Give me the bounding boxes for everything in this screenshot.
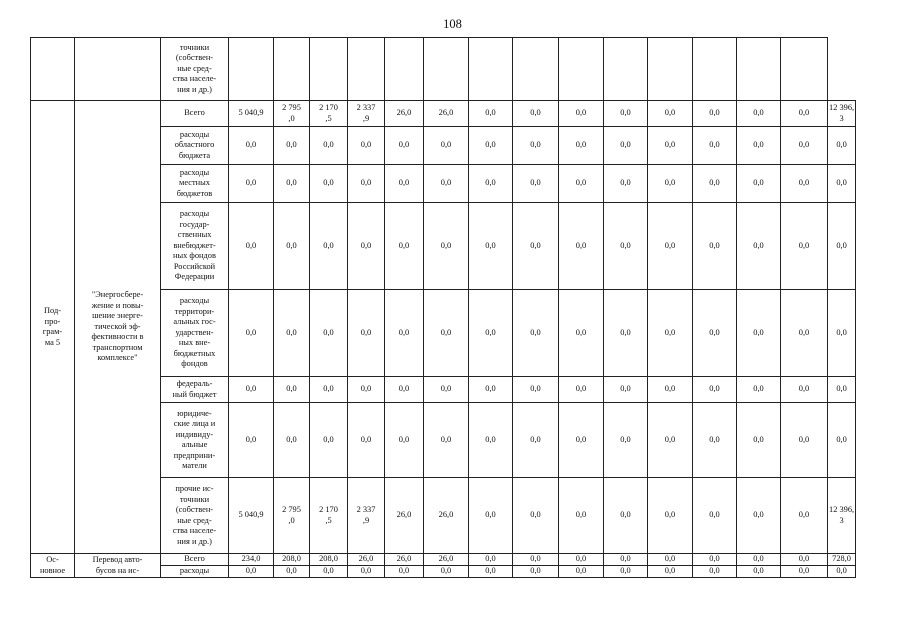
value-cell: 0,0 bbox=[348, 403, 385, 478]
value-cell: 0,0 bbox=[559, 478, 604, 554]
value-cell: 0,0 bbox=[648, 377, 693, 403]
value-cell: 0,0 bbox=[513, 127, 559, 165]
value-cell: 0,0 bbox=[513, 290, 559, 377]
value-cell: 0,0 bbox=[348, 203, 385, 290]
value-cell: 0,0 bbox=[274, 566, 310, 578]
value-cell: 0,0 bbox=[424, 403, 469, 478]
value-cell: 0,0 bbox=[693, 127, 737, 165]
value-cell: 0,0 bbox=[737, 403, 781, 478]
value-cell: 0,0 bbox=[737, 203, 781, 290]
table-row bbox=[31, 38, 856, 101]
funding-source-cell: юридиче- ские лица и индивиду- альные предприни- матели bbox=[161, 403, 229, 478]
value-cell: 0,0 bbox=[604, 203, 648, 290]
value-cell: 0,0 bbox=[469, 478, 513, 554]
value-cell: 0,0 bbox=[737, 127, 781, 165]
value-cell: 26,0 bbox=[424, 478, 469, 554]
value-cell: 0,0 bbox=[469, 554, 513, 566]
value-cell: 0,0 bbox=[274, 377, 310, 403]
value-cell: 0,0 bbox=[559, 165, 604, 203]
value-cell: 0,0 bbox=[513, 377, 559, 403]
value-cell: 0,0 bbox=[737, 478, 781, 554]
value-cell: 2 337 ,9 bbox=[348, 478, 385, 554]
value-cell: 2 170 ,5 bbox=[310, 101, 348, 127]
value-cell: 0,0 bbox=[274, 127, 310, 165]
value-cell: 0,0 bbox=[604, 554, 648, 566]
value-cell: 0,0 bbox=[604, 101, 648, 127]
value-cell: 0,0 bbox=[310, 290, 348, 377]
empty-cell bbox=[693, 38, 737, 101]
value-cell: 0,0 bbox=[513, 203, 559, 290]
value-cell: 0,0 bbox=[229, 377, 274, 403]
value-cell: 26,0 bbox=[348, 554, 385, 566]
value-cell: 2 337 ,9 bbox=[348, 101, 385, 127]
value-cell: 2 170 ,5 bbox=[310, 478, 348, 554]
value-cell: 0,0 bbox=[229, 127, 274, 165]
funding-source-cell: расходы местных бюджетов bbox=[161, 165, 229, 203]
value-cell: 0,0 bbox=[693, 165, 737, 203]
value-cell: 208,0 bbox=[274, 554, 310, 566]
value-cell: 0,0 bbox=[513, 101, 559, 127]
value-cell: 0,0 bbox=[737, 101, 781, 127]
value-cell: 0,0 bbox=[648, 478, 693, 554]
empty-cell bbox=[424, 38, 469, 101]
value-cell: 0,0 bbox=[310, 566, 348, 578]
value-cell: 0,0 bbox=[310, 165, 348, 203]
value-cell: 0,0 bbox=[559, 566, 604, 578]
value-cell: 0,0 bbox=[737, 566, 781, 578]
empty-cell bbox=[604, 38, 648, 101]
value-cell: 0,0 bbox=[229, 566, 274, 578]
value-cell: 0,0 bbox=[229, 403, 274, 478]
value-cell: 0,0 bbox=[559, 554, 604, 566]
value-cell: 0,0 bbox=[781, 127, 828, 165]
value-cell: 0,0 bbox=[604, 290, 648, 377]
value-cell: 0,0 bbox=[781, 290, 828, 377]
value-cell: 0,0 bbox=[828, 127, 856, 165]
value-cell: 0,0 bbox=[693, 101, 737, 127]
value-cell: 0,0 bbox=[648, 403, 693, 478]
value-cell: 0,0 bbox=[310, 203, 348, 290]
value-cell: 0,0 bbox=[559, 203, 604, 290]
funding-source-cell: прочие ис- точники (собствен- ные сред- ства населе- ния и др.) bbox=[161, 478, 229, 554]
empty-cell bbox=[75, 38, 161, 101]
value-cell: 0,0 bbox=[385, 165, 424, 203]
value-cell: 0,0 bbox=[559, 127, 604, 165]
value-cell: 0,0 bbox=[469, 566, 513, 578]
value-cell: 0,0 bbox=[559, 377, 604, 403]
value-cell: 0,0 bbox=[424, 165, 469, 203]
value-cell: 0,0 bbox=[310, 127, 348, 165]
value-cell: 0,0 bbox=[648, 566, 693, 578]
value-cell: 208,0 bbox=[310, 554, 348, 566]
value-cell: 26,0 bbox=[385, 101, 424, 127]
value-cell: 2 795 ,0 bbox=[274, 478, 310, 554]
value-cell: 0,0 bbox=[693, 403, 737, 478]
empty-cell bbox=[310, 38, 348, 101]
empty-cell bbox=[513, 38, 559, 101]
value-cell: 0,0 bbox=[385, 566, 424, 578]
value-cell: 0,0 bbox=[648, 290, 693, 377]
value-cell: 0,0 bbox=[737, 377, 781, 403]
value-cell: 0,0 bbox=[559, 403, 604, 478]
empty-cell bbox=[781, 38, 828, 101]
value-cell: 0,0 bbox=[604, 403, 648, 478]
value-cell: 0,0 bbox=[424, 377, 469, 403]
value-cell: 0,0 bbox=[229, 203, 274, 290]
value-cell: 0,0 bbox=[781, 554, 828, 566]
funding-source-cell: расходы областного бюджета bbox=[161, 127, 229, 165]
budget-table bbox=[30, 37, 856, 578]
value-cell: 0,0 bbox=[559, 101, 604, 127]
value-cell: 0,0 bbox=[348, 127, 385, 165]
value-cell: 0,0 bbox=[513, 554, 559, 566]
empty-cell bbox=[31, 38, 75, 101]
value-cell: 0,0 bbox=[781, 566, 828, 578]
value-cell: 0,0 bbox=[513, 478, 559, 554]
value-cell: 0,0 bbox=[604, 566, 648, 578]
value-cell: 0,0 bbox=[424, 566, 469, 578]
value-cell: 0,0 bbox=[737, 165, 781, 203]
value-cell: 0,0 bbox=[274, 165, 310, 203]
funding-source-cell: расходы государ- ственных внебюджет- ных фондов Российской Федерации bbox=[161, 203, 229, 290]
funding-source-cell: Всего bbox=[161, 101, 229, 127]
value-cell: 0,0 bbox=[604, 377, 648, 403]
value-cell: 0,0 bbox=[469, 403, 513, 478]
value-cell: 0,0 bbox=[513, 566, 559, 578]
value-cell: 0,0 bbox=[274, 290, 310, 377]
value-cell: 0,0 bbox=[693, 203, 737, 290]
value-cell: 0,0 bbox=[348, 566, 385, 578]
table-row bbox=[31, 101, 856, 127]
funding-source-cell: федераль- ный бюджет bbox=[161, 377, 229, 403]
value-cell: 0,0 bbox=[559, 290, 604, 377]
value-cell: 0,0 bbox=[310, 377, 348, 403]
value-cell: 2 795 ,0 bbox=[274, 101, 310, 127]
value-cell: 0,0 bbox=[693, 290, 737, 377]
value-cell: 0,0 bbox=[385, 290, 424, 377]
value-cell: 12 396, 3 bbox=[828, 101, 856, 127]
value-cell: 0,0 bbox=[274, 403, 310, 478]
value-cell: 234,0 bbox=[229, 554, 274, 566]
value-cell: 0,0 bbox=[781, 377, 828, 403]
value-cell: 0,0 bbox=[469, 165, 513, 203]
funding-source-cell: Всего bbox=[161, 554, 229, 566]
value-cell: 26,0 bbox=[385, 478, 424, 554]
value-cell: 0,0 bbox=[828, 377, 856, 403]
value-cell: 0,0 bbox=[424, 127, 469, 165]
value-cell: 0,0 bbox=[229, 165, 274, 203]
value-cell: 0,0 bbox=[648, 127, 693, 165]
subprogram-name: "Энергосбере- жение и повы- шение энерге- тической эф- фективности в транспортном комплексе" bbox=[75, 101, 161, 554]
value-cell: 0,0 bbox=[274, 203, 310, 290]
value-cell: 0,0 bbox=[469, 127, 513, 165]
table-row bbox=[31, 554, 856, 566]
value-cell: 0,0 bbox=[828, 165, 856, 203]
value-cell: 0,0 bbox=[348, 165, 385, 203]
value-cell: 0,0 bbox=[737, 554, 781, 566]
value-cell: 0,0 bbox=[781, 403, 828, 478]
value-cell: 0,0 bbox=[424, 290, 469, 377]
value-cell: 26,0 bbox=[424, 101, 469, 127]
value-cell: 0,0 bbox=[693, 478, 737, 554]
value-cell: 0,0 bbox=[385, 377, 424, 403]
value-cell: 0,0 bbox=[424, 203, 469, 290]
value-cell: 0,0 bbox=[648, 203, 693, 290]
value-cell: 0,0 bbox=[348, 377, 385, 403]
value-cell: 0,0 bbox=[469, 377, 513, 403]
value-cell: 0,0 bbox=[604, 127, 648, 165]
value-cell: 0,0 bbox=[469, 203, 513, 290]
value-cell: 0,0 bbox=[781, 101, 828, 127]
value-cell: 0,0 bbox=[310, 403, 348, 478]
empty-cell bbox=[559, 38, 604, 101]
value-cell: 0,0 bbox=[513, 165, 559, 203]
value-cell: 0,0 bbox=[604, 165, 648, 203]
value-cell: 12 396, 3 bbox=[828, 478, 856, 554]
subprogram-label: Под- про- грам- ма 5 bbox=[31, 101, 75, 554]
empty-cell bbox=[274, 38, 310, 101]
funding-source-cell: точники (собствен- ные сред- ства населе- ния и др.) bbox=[161, 38, 229, 101]
funding-source-cell: расходы территори- альных гос- ударствен- ных вне- бюджетных фондов bbox=[161, 290, 229, 377]
value-cell: 0,0 bbox=[604, 478, 648, 554]
value-cell: 5 040,9 bbox=[229, 478, 274, 554]
empty-cell bbox=[385, 38, 424, 101]
value-cell: 0,0 bbox=[828, 566, 856, 578]
value-cell: 0,0 bbox=[348, 290, 385, 377]
value-cell: 0,0 bbox=[385, 203, 424, 290]
value-cell: 0,0 bbox=[385, 127, 424, 165]
value-cell: 26,0 bbox=[385, 554, 424, 566]
value-cell: 26,0 bbox=[424, 554, 469, 566]
empty-cell bbox=[348, 38, 385, 101]
value-cell: 0,0 bbox=[385, 403, 424, 478]
value-cell: 0,0 bbox=[693, 377, 737, 403]
value-cell: 0,0 bbox=[781, 165, 828, 203]
value-cell: 728,0 bbox=[828, 554, 856, 566]
value-cell: 0,0 bbox=[828, 203, 856, 290]
value-cell: 0,0 bbox=[648, 165, 693, 203]
page-number: 108 bbox=[443, 17, 462, 31]
value-cell: 0,0 bbox=[737, 290, 781, 377]
value-cell: 5 040,9 bbox=[229, 101, 274, 127]
value-cell: 0,0 bbox=[693, 566, 737, 578]
value-cell: 0,0 bbox=[693, 554, 737, 566]
value-cell: 0,0 bbox=[781, 478, 828, 554]
main-event-label: Ос- новное bbox=[31, 554, 75, 578]
empty-cell bbox=[648, 38, 693, 101]
value-cell: 0,0 bbox=[648, 101, 693, 127]
empty-cell bbox=[229, 38, 274, 101]
value-cell: 0,0 bbox=[513, 403, 559, 478]
value-cell: 0,0 bbox=[781, 203, 828, 290]
value-cell: 0,0 bbox=[469, 101, 513, 127]
empty-cell bbox=[469, 38, 513, 101]
value-cell: 0,0 bbox=[648, 554, 693, 566]
value-cell: 0,0 bbox=[828, 403, 856, 478]
funding-source-cell: расходы bbox=[161, 566, 229, 578]
main-event-name: Перевод авто- бусов на ис- bbox=[75, 554, 161, 578]
value-cell: 0,0 bbox=[828, 290, 856, 377]
empty-cell bbox=[737, 38, 781, 101]
value-cell: 0,0 bbox=[469, 290, 513, 377]
value-cell: 0,0 bbox=[229, 290, 274, 377]
